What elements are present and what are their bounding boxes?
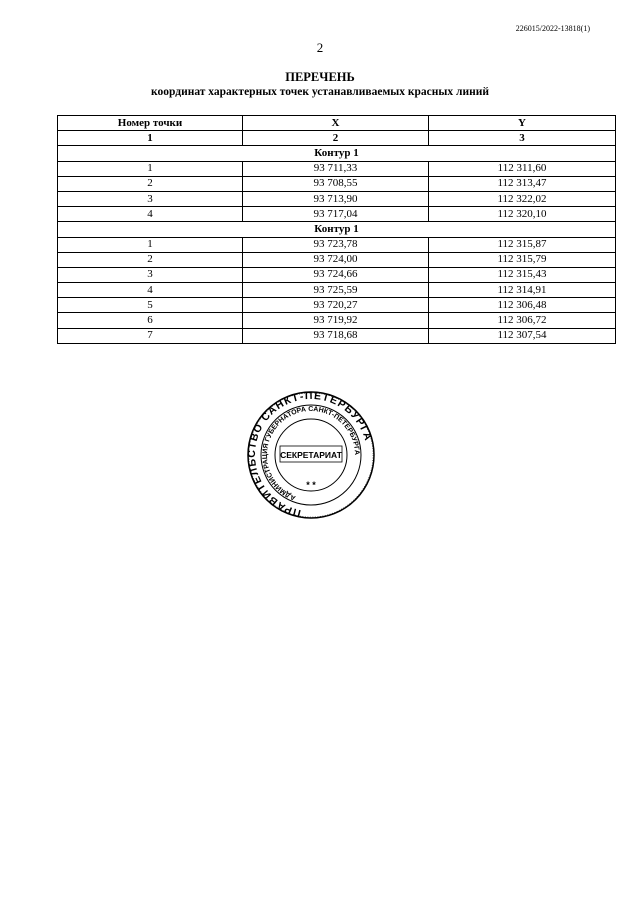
y-cell: 112 315,79: [429, 252, 616, 267]
x-cell: 93 724,66: [243, 267, 429, 282]
table-row: [58, 298, 616, 313]
x-cell: 93 713,90: [243, 191, 429, 206]
y-cell: 112 315,87: [429, 237, 616, 252]
table-row: [58, 313, 616, 328]
header-x: X: [243, 116, 429, 131]
point-number-cell: 2: [58, 252, 243, 267]
table-row: [58, 237, 616, 252]
header-y: Y: [429, 116, 616, 131]
x-cell: 93 711,33: [243, 161, 429, 176]
y-cell: 112 307,54: [429, 328, 616, 343]
point-number-cell: 1: [58, 161, 243, 176]
table-row: [58, 176, 616, 191]
x-cell: 93 718,68: [243, 328, 429, 343]
seal-outer-text: ПРАВИТЕЛЬСТВО САНКТ-ПЕТЕРБУРГА: [246, 390, 375, 520]
index-cell: 3: [429, 131, 616, 146]
x-cell: 93 717,04: [243, 207, 429, 222]
y-cell: 112 306,72: [429, 313, 616, 328]
section-label: Контур 1: [58, 146, 616, 161]
table-header-row: [58, 116, 616, 131]
coordinates-table: [57, 115, 616, 344]
point-number-cell: 6: [58, 313, 243, 328]
y-cell: 112 313,47: [429, 176, 616, 191]
index-cell: 1: [58, 131, 243, 146]
table-row: [58, 161, 616, 176]
table-row: [58, 328, 616, 343]
section-label: Контур 1: [58, 222, 616, 237]
y-cell: 112 311,60: [429, 161, 616, 176]
seal-inner-text: АДМИНИСТРАЦИЯ ГУБЕРНАТОРА САНКТ-ПЕТЕРБУРГА: [261, 405, 361, 502]
point-number-cell: 1: [58, 237, 243, 252]
point-number-cell: 3: [58, 267, 243, 282]
table-index-row: [58, 131, 616, 146]
document-number: 226015/2022-13818(1): [515, 24, 590, 33]
document-subtitle: координат характерных точек устанавливаемых красных линий: [151, 86, 489, 98]
seal-center-text: СЕКРЕТАРИАТ: [280, 450, 342, 460]
x-cell: 93 724,00: [243, 252, 429, 267]
x-cell: 93 725,59: [243, 283, 429, 298]
table-row: [58, 267, 616, 282]
y-cell: 112 320,10: [429, 207, 616, 222]
point-number-cell: 4: [58, 207, 243, 222]
section-row: [58, 146, 616, 161]
table-row: [58, 283, 616, 298]
point-number-cell: 3: [58, 191, 243, 206]
secretariat-seal: [246, 390, 376, 520]
header-point-number: Номер точки: [58, 116, 243, 131]
y-cell: 112 315,43: [429, 267, 616, 282]
index-cell: 2: [243, 131, 429, 146]
section-row: [58, 222, 616, 237]
y-cell: 112 322,02: [429, 191, 616, 206]
y-cell: 112 314,91: [429, 283, 616, 298]
x-cell: 93 723,78: [243, 237, 429, 252]
table-row: [58, 207, 616, 222]
page-number: 2: [316, 40, 324, 55]
x-cell: 93 708,55: [243, 176, 429, 191]
point-number-cell: 4: [58, 283, 243, 298]
point-number-cell: 5: [58, 298, 243, 313]
table-row: [58, 191, 616, 206]
table-row: [58, 252, 616, 267]
y-cell: 112 306,48: [429, 298, 616, 313]
x-cell: 93 720,27: [243, 298, 429, 313]
seal-stars: * *: [306, 480, 316, 490]
x-cell: 93 719,92: [243, 313, 429, 328]
point-number-cell: 2: [58, 176, 243, 191]
point-number-cell: 7: [58, 328, 243, 343]
document-title: ПЕРЕЧЕНЬ: [285, 70, 355, 84]
